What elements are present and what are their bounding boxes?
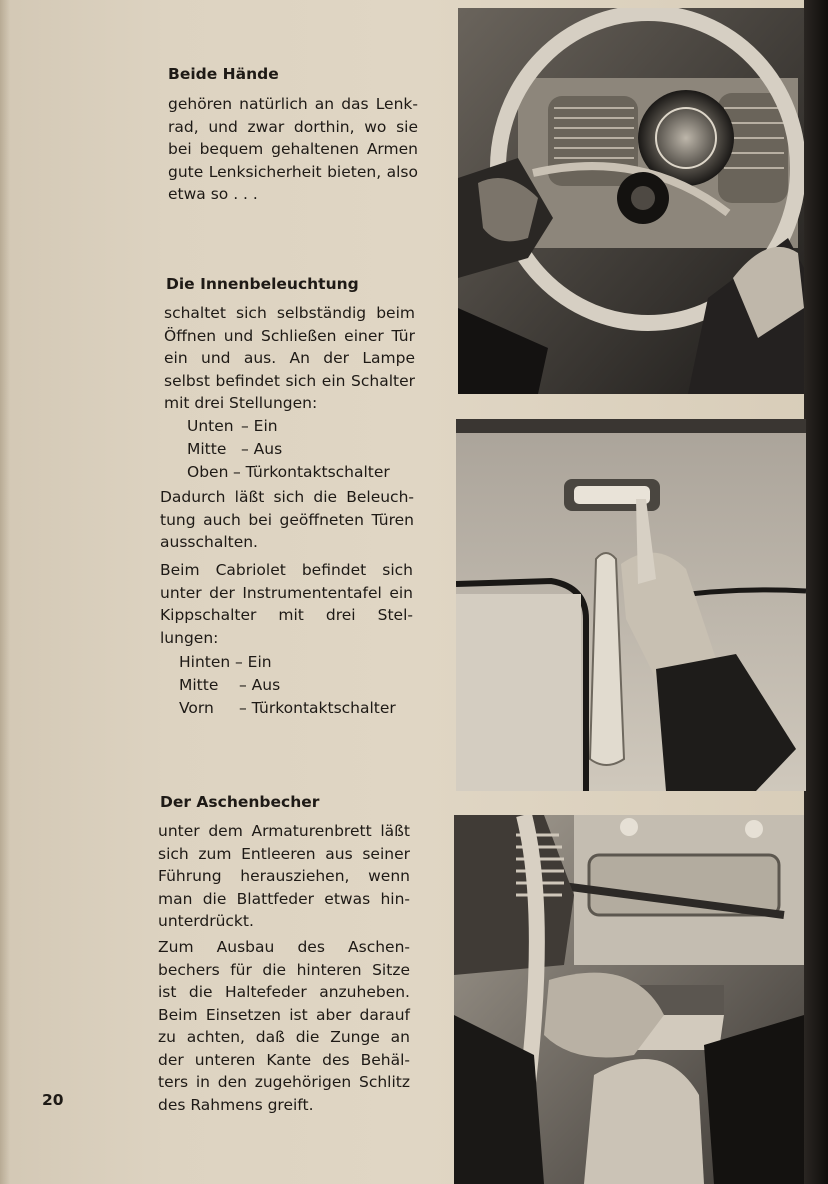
text-line: unter dem Armaturenbrett läßt [158,822,410,840]
ashtray-illustration [454,815,804,1184]
text-line: Zum Ausbau des Aschen- [158,938,410,956]
text-line: tung auch bei geöffneten Türen [160,510,414,529]
cabrio-switch-positions [179,651,415,720]
text-line: gute Lenksicherheit bieten, also [168,162,418,181]
paragraph-beide-haende [168,93,418,206]
interior-light-illustration [456,419,806,791]
interior-light-photo [456,419,806,791]
list-item [179,674,415,697]
text-line: ausschalten. [160,533,258,551]
text-line: schaltet sich selbständig beim [164,304,415,322]
page-number: 20 [42,1091,64,1109]
position-value: – Aus [241,440,283,458]
text-line: Öffnen und Schließen einer Tür [164,326,415,345]
lamp-switch-positions [187,415,415,484]
list-item [187,438,415,461]
text-line: selbst befindet sich ein Schalter [164,371,415,390]
position-label: Mitte [179,676,219,694]
text-line: ters in den zugehörigen Schlitz [158,1073,410,1091]
text-line: unterdrückt. [158,912,254,930]
text-line: ist die Haltefeder anzuheben. [158,983,410,1001]
paragraph-innenbeleuchtung [164,302,415,415]
steering-wheel-illustration [458,8,804,394]
text-line: Dadurch läßt sich die Beleuch- [160,488,414,506]
text-line: der unteren Kante des Behäl- [158,1050,410,1069]
text-line: bechers für die hinteren Sitze [158,960,410,979]
paragraph-cabriolet [160,559,413,649]
position-label: Vorn [179,699,214,717]
position-value: – Ein [235,653,272,671]
text-line: Beim Cabriolet befindet sich [160,561,413,579]
text-line: Führung herausziehen, wenn [158,867,410,885]
text-line: bei bequem gehaltenen Armen [168,140,418,158]
text-line: ein und aus. An der Lampe [164,349,415,367]
text-line: Beim Einsetzen ist aber darauf [158,1005,410,1024]
paragraph-ausschalten [160,486,414,554]
heading-innenbeleuchtung: Die Innenbeleuchtung [166,275,359,293]
list-item [187,415,415,438]
text-line: sich zum Entleeren aus seiner [158,844,410,863]
paragraph-ausbau [158,936,410,1116]
position-label: Mitte [187,440,227,458]
text-line: etwa so . . . [168,185,258,203]
position-value: – Ein [241,417,278,435]
heading-aschenbecher: Der Aschenbecher [160,793,320,811]
position-label: Oben [187,463,229,481]
text-line: rad, und zwar dorthin, wo sie [168,117,418,136]
list-item [179,651,415,674]
text-line: gehören natürlich an das Lenk- [168,95,418,113]
list-item [179,697,415,720]
list-item [187,461,415,484]
text-line: Kippschalter mit drei Stel- [160,606,413,624]
position-label: Hinten [179,653,231,671]
heading-beide-haende: Beide Hände [168,65,279,83]
text-line: des Rahmens greift. [158,1095,314,1114]
position-label: Unten [187,417,234,435]
binding-edge [804,0,828,1184]
position-value: – Aus [239,676,281,694]
steering-wheel-photo [458,8,804,394]
ashtray-photo [454,815,804,1184]
text-line: unter der Instrumententafel ein [160,583,413,602]
text-line: zu achten, daß die Zunge an [158,1028,410,1046]
position-value: – Türkontaktschalter [239,699,396,717]
text-line: man die Blattfeder etwas hin- [158,889,410,908]
paragraph-aschenbecher [158,820,410,933]
position-value: – Türkontaktschalter [233,463,390,481]
page-edge-shadow [0,0,10,1184]
text-line: lungen: [160,628,219,647]
text-line: mit drei Stellungen: [164,394,318,412]
